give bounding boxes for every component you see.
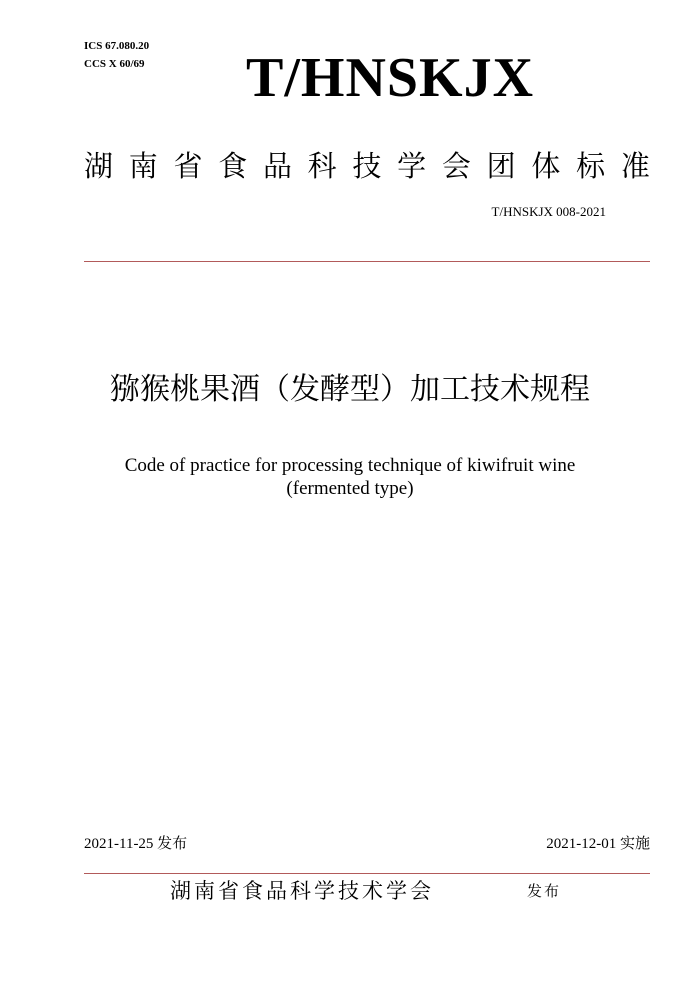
english-title-line-2: (fermented type) [286,478,414,499]
document-number: T/HNSKJX 008-2021 [491,204,606,219]
org-char: 技 [352,149,382,183]
document-title-chinese: 猕猴桃果酒（发酵型）加工技术规程 [110,372,590,407]
ics-code: ICS 67.080.20 [84,40,150,52]
org-char: 食 [218,149,248,183]
org-char: 标 [576,149,606,183]
publish-label: 发布 [527,882,562,900]
org-char: 湖 [84,149,114,183]
document-title-english [0,454,700,500]
org-char: 科 [307,149,337,183]
org-char: 南 [128,149,158,183]
issue-date: 2021-11-25 发布 [84,836,188,852]
org-char: 学 [397,149,427,183]
effective-date: 2021-12-01 实施 [546,836,650,852]
top-divider [84,261,650,262]
organization-standard-heading [84,146,650,186]
org-char: 会 [441,149,471,183]
publisher-name: 湖南省食品科学技术学会 [170,879,434,903]
org-char: 品 [262,149,292,183]
standard-logo-text: T/HNSKJX [246,47,535,109]
ccs-code: CCS X 60/69 [84,58,145,70]
org-char: 准 [620,149,650,183]
bottom-divider [84,873,650,874]
classification-codes [84,37,149,73]
org-char: 省 [173,149,203,183]
english-title-line-1: Code of practice for processing technique of kiwifruit wine [124,455,576,476]
org-char: 团 [486,149,516,183]
org-char: 体 [531,149,561,183]
